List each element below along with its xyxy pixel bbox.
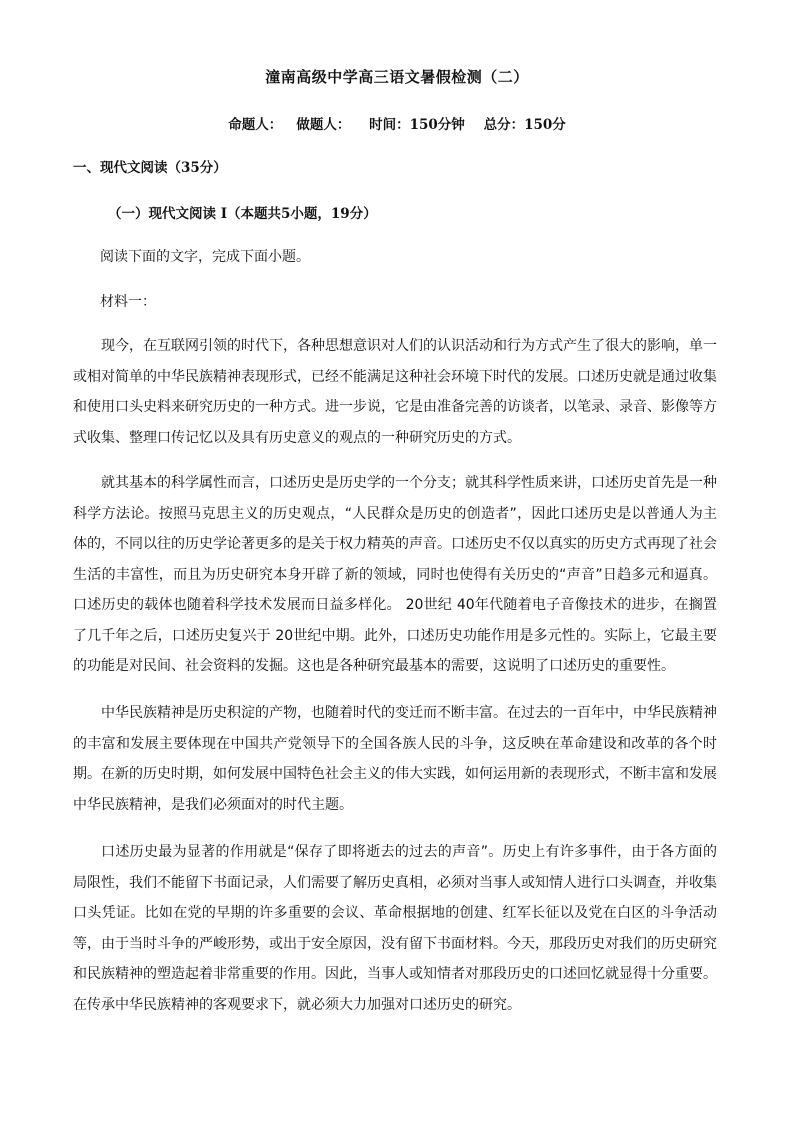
paragraph: 现今，在互联网引领的时代下，各种思想意识对人们的认识活动和行为方式产生了很大的影响，单一或相对简单的中华民族精神表现形式，已经不能满足这种社会环境下时代的发展。口述历史就是通过收集和使用口头史料来研究历史的一种方式。进一步说，它是由准备完善的访谈者，以笔录、录音、影像等方式收集、整理口传记忆以及具有历史意义的观点的一种研究历史的方式。 [73,338,717,446]
paragraph: 中华民族精神是历史积淀的产物，也随着时代的变迁而不断丰富。在过去的一百年中，中华民族精神的丰富和发展主要体现在中国共产党领导下的全国各族人民的斗争，这反映在革命建设和改革的各个时期。在新的历史时期，如何发展中国特色社会主义的伟大实践，如何运用新的表现形式，不断丰富和发展中华民族精神，是我们必须面对的时代主题。 [73,705,717,813]
document-title: 潼南高级中学高三语文暑假检测（二） [265,68,529,86]
subsection-heading: （一）现代文阅读 I（本题共5小题，19分） [108,206,377,222]
exam-meta-line: 命题人： 做题人： 时间：150分钟 总分：150分 [228,117,566,133]
reading-instruction: 阅读下面的文字，完成下面小题。 [100,249,310,265]
paragraph: 就其基本的科学属性而言，口述历史是历史学的一个分支；就其科学性质来讲，口述历史首先是一种科学方法论。按照马克思主义的历史观点，“人民群众是历史的创造者”，因此口述历史是以普通人为主体的，不同以往的历史学论著更多的是关于权力精英的声音。口述历史不仅以真实的历史方式再现了社会生活的丰富性，而且为历史研究本身开辟了新的领域，同时也使得有关历史的“声音”日趋多元和逼真。口述历史的载体也随着科学技术发展而日益多样化。 20世纪 40年代随着电子音像技术的进步，在搁置了几千年之后，口述历史复兴于 20世纪中期。此外，口述历史功能作用是多元性的。实际上，它最主要的功能是对民间、社会资料的发掘。这也是各种研究最基本的需要，这说明了口述历史的重要性。 [73,475,717,674]
paragraph: 口述历史最为显著的作用就是“保存了即将逝去的过去的声音”。历史上有许多事件，由于各方面的局限性，我们不能留下书面记录，人们需要了解历史真相，必须对当事人或知情人进行口头调查，并收集口头凭证。比如在党的早期的许多重要的会议、革命根据地的创建、红军长征以及党在白区的斗争活动等，由于当时斗争的严峻形势，或出于安全原因，没有留下书面材料。今天，那段历史对我们的历史研究和民族精神的塑造起着非常重要的作用。因此，当事人或知情者对那段历史的口述回忆就显得十分重要。在传承中华民族精神的客观要求下，就必须大力加强对口述历史的研究。 [73,844,717,1013]
section-heading: 一、现代文阅读（35分） [73,160,227,176]
material-label: 材料一： [100,294,156,310]
